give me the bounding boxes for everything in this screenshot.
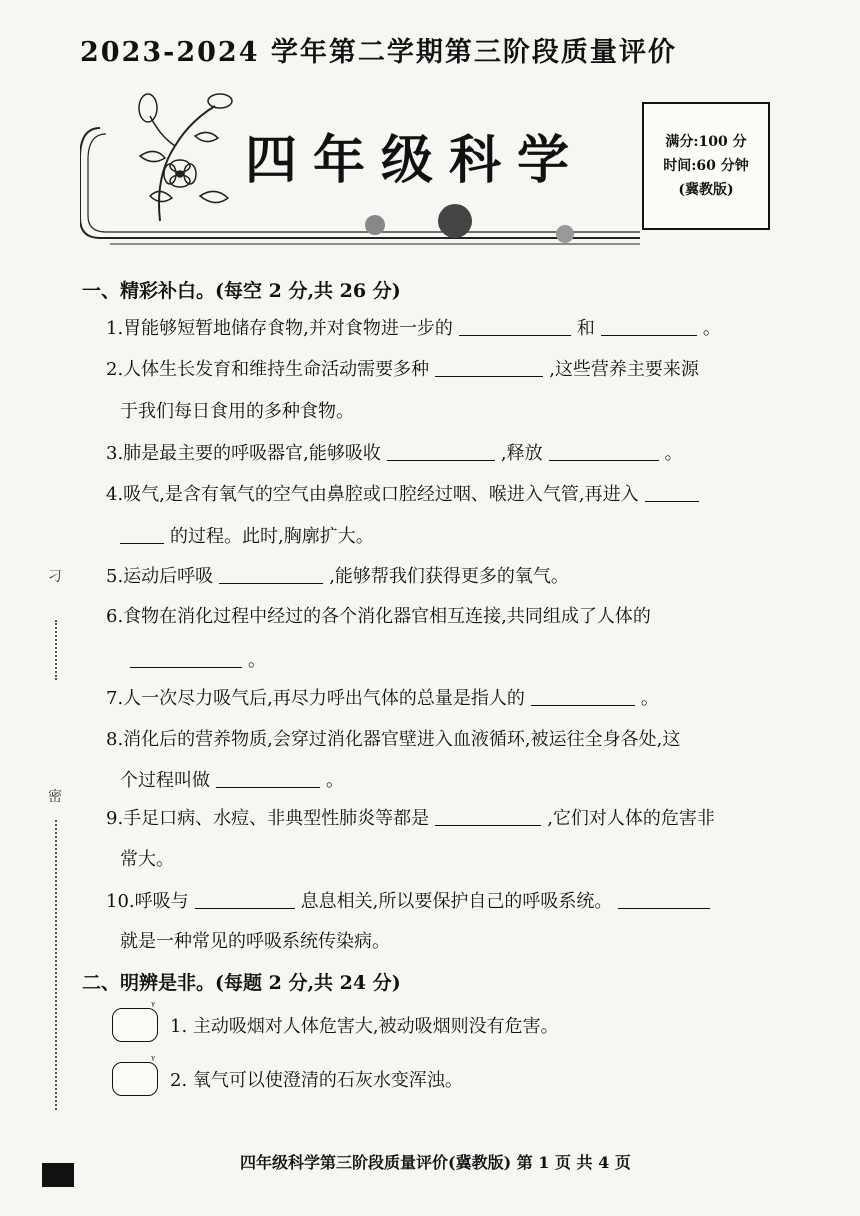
question-6-continued — [120, 648, 266, 674]
answer-blank[interactable] — [531, 687, 635, 706]
question-4-continued — [120, 524, 374, 550]
scan-marker — [42, 1163, 74, 1187]
question-text: 。 — [640, 688, 659, 709]
binding-mark: 密 — [48, 789, 62, 805]
question-2-continued: 于我们每日食用的多种食物。 — [120, 401, 354, 422]
question-10-continued: 就是一种常见的呼吸系统传染病。 — [120, 931, 390, 952]
answer-blank[interactable] — [645, 483, 699, 502]
question-text: 5.运动后呼吸 — [106, 566, 214, 587]
question-text: 个过程叫做 — [120, 770, 210, 791]
answer-blank[interactable] — [549, 442, 659, 461]
question-text: 。 — [248, 650, 266, 671]
question-text: ,能够帮我们获得更多的氧气。 — [329, 566, 569, 587]
item-text: 2. 氧气可以使澄清的石灰水变浑浊。 — [170, 1070, 463, 1091]
exam-title: 2023-2024 学年第二学期第三阶段质量评价 — [80, 37, 677, 68]
answer-blank[interactable] — [120, 525, 164, 544]
bow-icon: ᵞ — [150, 999, 155, 1012]
score-info-box — [642, 102, 770, 230]
question-2 — [106, 357, 699, 383]
true-false-item — [112, 999, 559, 1042]
answer-blank[interactable] — [435, 807, 541, 826]
subject-title: 四年级科学 — [245, 131, 586, 191]
question-text: 10.呼吸与 — [106, 891, 189, 912]
question-text: 息息相关,所以要保护自己的呼吸系统。 — [300, 891, 613, 912]
question-text: 。 — [326, 770, 344, 791]
answer-blank[interactable] — [216, 769, 320, 788]
question-text: 2.人体生长发育和维持生命活动需要多种 — [106, 359, 430, 380]
answer-blank[interactable] — [130, 649, 242, 668]
binding-dotted-line — [55, 620, 57, 680]
question-8: 8.消化后的营养物质,会穿过消化器官壁进入血液循环,被运往全身各处,这 — [106, 729, 681, 750]
question-text: 的过程。此时,胸廓扩大。 — [170, 526, 374, 547]
bow-icon: ᵞ — [150, 1053, 155, 1066]
answer-blank[interactable] — [387, 442, 495, 461]
edition-text: (冀教版) — [678, 182, 734, 198]
item-text: 1. 主动吸烟对人体危害大,被动吸烟则没有危害。 — [170, 1016, 559, 1037]
question-text: 4.吸气,是含有氧气的空气由鼻腔或口腔经过咽、喉进入气管,再进入 — [106, 484, 639, 505]
answer-blank[interactable] — [219, 565, 323, 584]
question-7 — [106, 686, 659, 712]
time-limit-text: 时间:60 分钟 — [663, 158, 749, 174]
question-text: ,它们对人体的危害非 — [547, 808, 715, 829]
answer-blank[interactable] — [618, 890, 710, 909]
true-false-item — [112, 1053, 463, 1096]
question-6: 6.食物在消化过程中经过的各个消化器官相互连接,共同组成了人体的 — [106, 606, 651, 627]
question-text: 1.胃能够短暂地储存食物,并对食物进一步的 — [106, 318, 453, 339]
answer-box[interactable] — [112, 999, 158, 1042]
section1-heading: 一、精彩补白。(每空 2 分,共 26 分) — [82, 280, 401, 302]
question-text: 。 — [702, 318, 721, 339]
page-footer: 四年级科学第三阶段质量评价(冀教版) 第 1 页 共 4 页 — [240, 1153, 631, 1172]
answer-blank[interactable] — [195, 890, 295, 909]
binding-mark: 刁 — [48, 569, 62, 585]
question-text: 7.人一次尽力吸气后,再尽力呼出气体的总量是指人的 — [106, 688, 525, 709]
flower-decoration-icon — [120, 86, 240, 226]
question-5 — [106, 564, 569, 590]
question-text: 。 — [664, 443, 683, 464]
question-10 — [106, 889, 716, 915]
binding-dotted-line — [55, 820, 57, 1110]
question-9 — [106, 806, 715, 832]
question-text: ,这些营养主要来源 — [549, 359, 699, 380]
answer-blank[interactable] — [601, 317, 697, 336]
question-8-continued — [120, 768, 344, 794]
answer-blank[interactable] — [435, 358, 543, 377]
question-4 — [106, 482, 705, 508]
question-9-continued: 常大。 — [120, 849, 174, 870]
answer-blank[interactable] — [459, 317, 571, 336]
question-3 — [106, 441, 683, 467]
question-text: 9.手足口病、水痘、非典型性肺炎等都是 — [106, 808, 430, 829]
question-text: 和 — [576, 318, 595, 339]
question-1 — [106, 316, 721, 342]
question-text: ,释放 — [500, 443, 543, 464]
title-banner — [80, 88, 770, 248]
section2-heading: 二、明辨是非。(每题 2 分,共 24 分) — [82, 972, 401, 994]
full-score-text: 满分:100 分 — [665, 134, 747, 150]
question-text: 3.肺是最主要的呼吸器官,能够吸收 — [106, 443, 381, 464]
answer-box[interactable] — [112, 1053, 158, 1096]
